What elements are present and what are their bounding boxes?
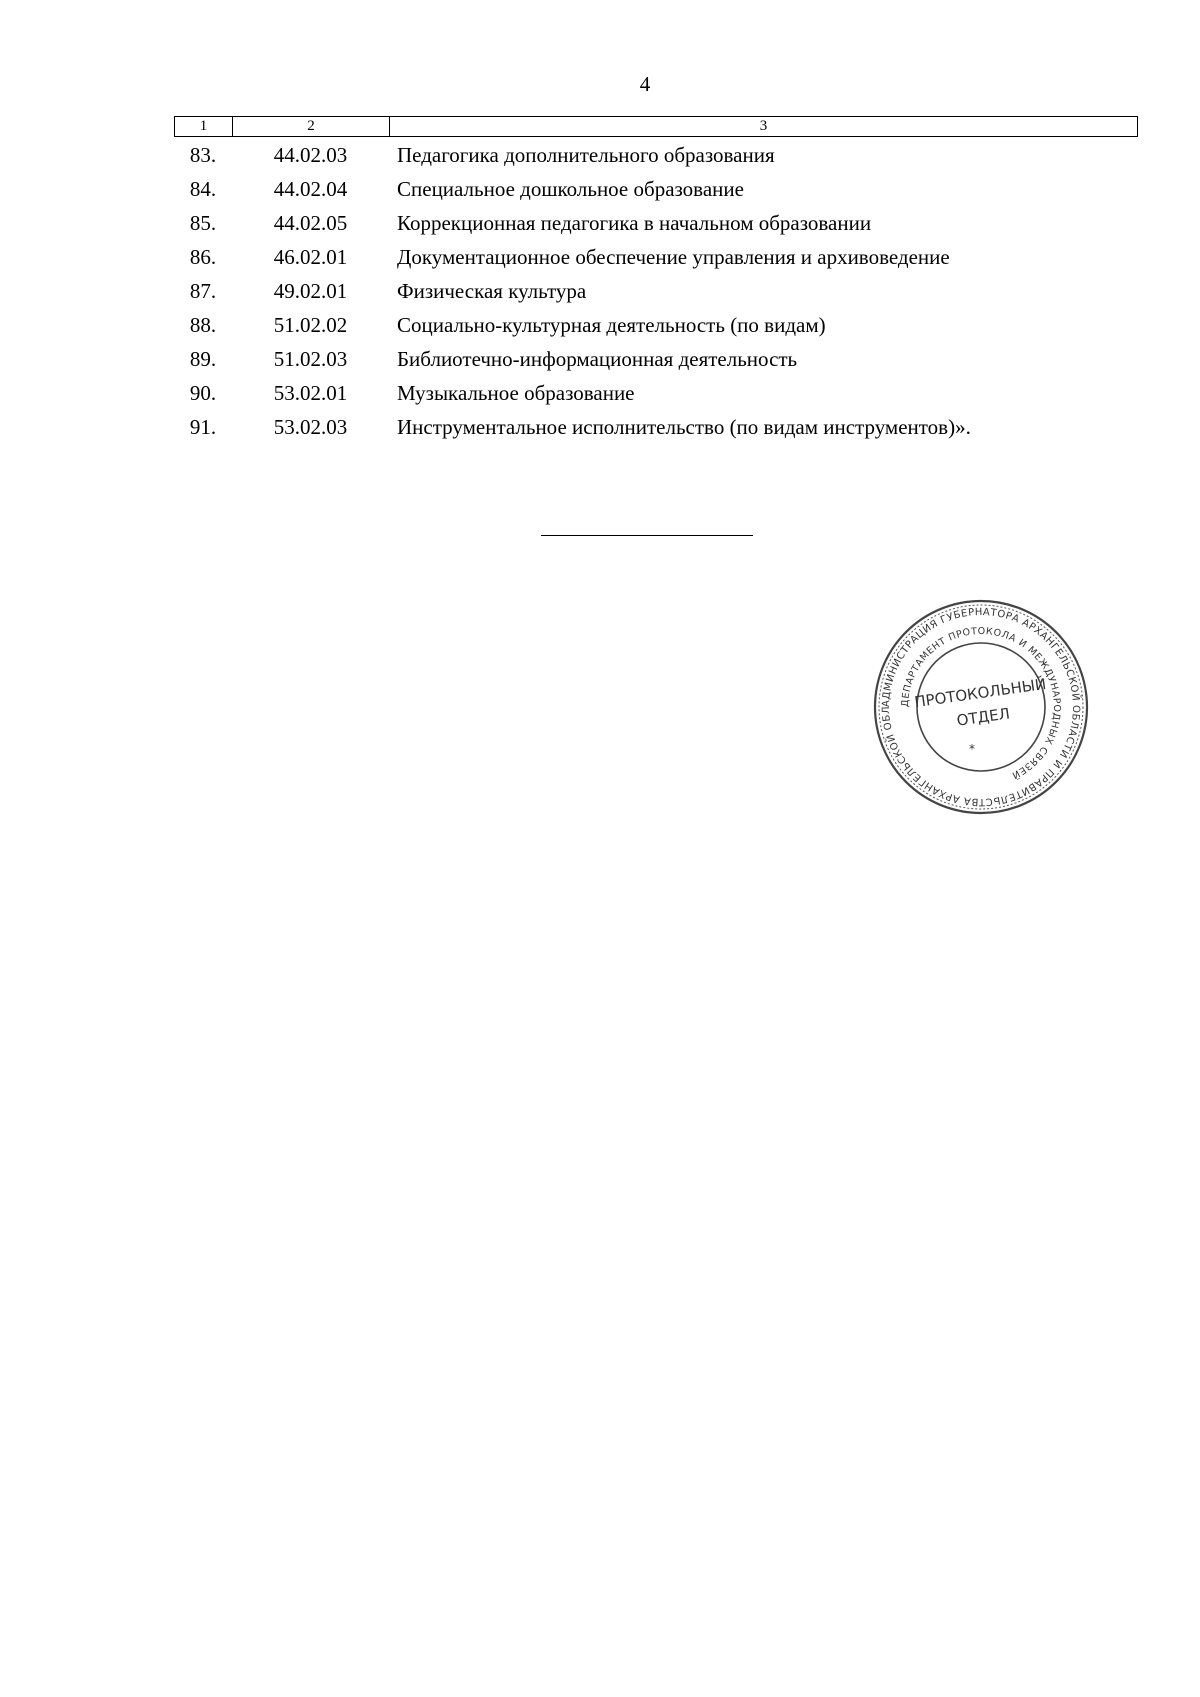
row-code: 44.02.05 — [273, 210, 348, 235]
table-header — [174, 116, 1138, 137]
stamp-center-line1: ПРОТОКОЛЬНЫЙ — [913, 674, 1048, 712]
header-col-1: 1 — [175, 117, 233, 136]
table-row — [174, 274, 1138, 308]
official-stamp — [872, 598, 1090, 816]
row-name: Документационное обеспечение управления и архивоведение — [397, 244, 950, 269]
row-code: 53.02.01 — [273, 380, 348, 405]
row-code: 53.02.03 — [273, 414, 348, 439]
stamp-inner-text: ДЕПАРТАМЕНТ ПРОТОКОЛА И МЕЖДУНАРОДНЫХ СВЯЗЕЙ — [899, 625, 1063, 781]
stamp-seal-icon — [872, 598, 1090, 816]
table-row — [174, 138, 1138, 172]
row-number: 84. — [189, 176, 217, 201]
row-name: Социально-культурная деятельность (по видам) — [397, 312, 826, 337]
row-code: 44.02.03 — [273, 142, 348, 167]
table-row — [174, 308, 1138, 342]
row-code: 51.02.02 — [273, 312, 348, 337]
table-row — [174, 410, 1138, 444]
page-number: 4 — [639, 72, 651, 96]
header-col-2: 2 — [233, 117, 390, 136]
table-row — [174, 172, 1138, 206]
end-divider-line — [541, 535, 753, 536]
stamp-center-line2: ОТДЕЛ — [955, 704, 1012, 730]
table-body — [174, 138, 1138, 444]
stamp-outer-text: АДМИНИСТРАЦИЯ ГУБЕРНАТОРА АРХАНГЕЛЬСКОЙ ОБЛАСТИ И ПРАВИТЕЛЬСТВА АРХАНГЕЛЬСКОЙ ОБЛ — [880, 606, 1082, 808]
row-number: 90. — [189, 380, 217, 405]
row-number: 91. — [189, 414, 217, 439]
table-row — [174, 240, 1138, 274]
row-number: 88. — [189, 312, 217, 337]
row-name: Педагогика дополнительного образования — [397, 142, 775, 167]
row-code: 46.02.01 — [273, 244, 348, 269]
row-number: 86. — [189, 244, 217, 269]
table-row — [174, 206, 1138, 240]
header-col-3: 3 — [759, 118, 768, 134]
row-code: 49.02.01 — [273, 278, 348, 303]
row-number: 83. — [189, 142, 217, 167]
row-code: 51.02.03 — [273, 346, 348, 371]
row-number: 87. — [189, 278, 217, 303]
row-name: Музыкальное образование — [397, 380, 635, 405]
row-number: 85. — [189, 210, 217, 235]
row-name: Физическая культура — [397, 278, 587, 303]
stamp-star: * — [969, 742, 975, 756]
table-row — [174, 376, 1138, 410]
row-code: 44.02.04 — [273, 176, 348, 201]
row-name: Коррекционная педагогика в начальном образовании — [397, 210, 872, 235]
row-number: 89. — [189, 346, 217, 371]
row-name: Инструментальное исполнительство (по видам инструментов)». — [397, 414, 971, 439]
table-row — [174, 342, 1138, 376]
row-name: Специальное дошкольное образование — [397, 176, 744, 201]
row-name: Библиотечно-информационная деятельность — [397, 346, 798, 371]
